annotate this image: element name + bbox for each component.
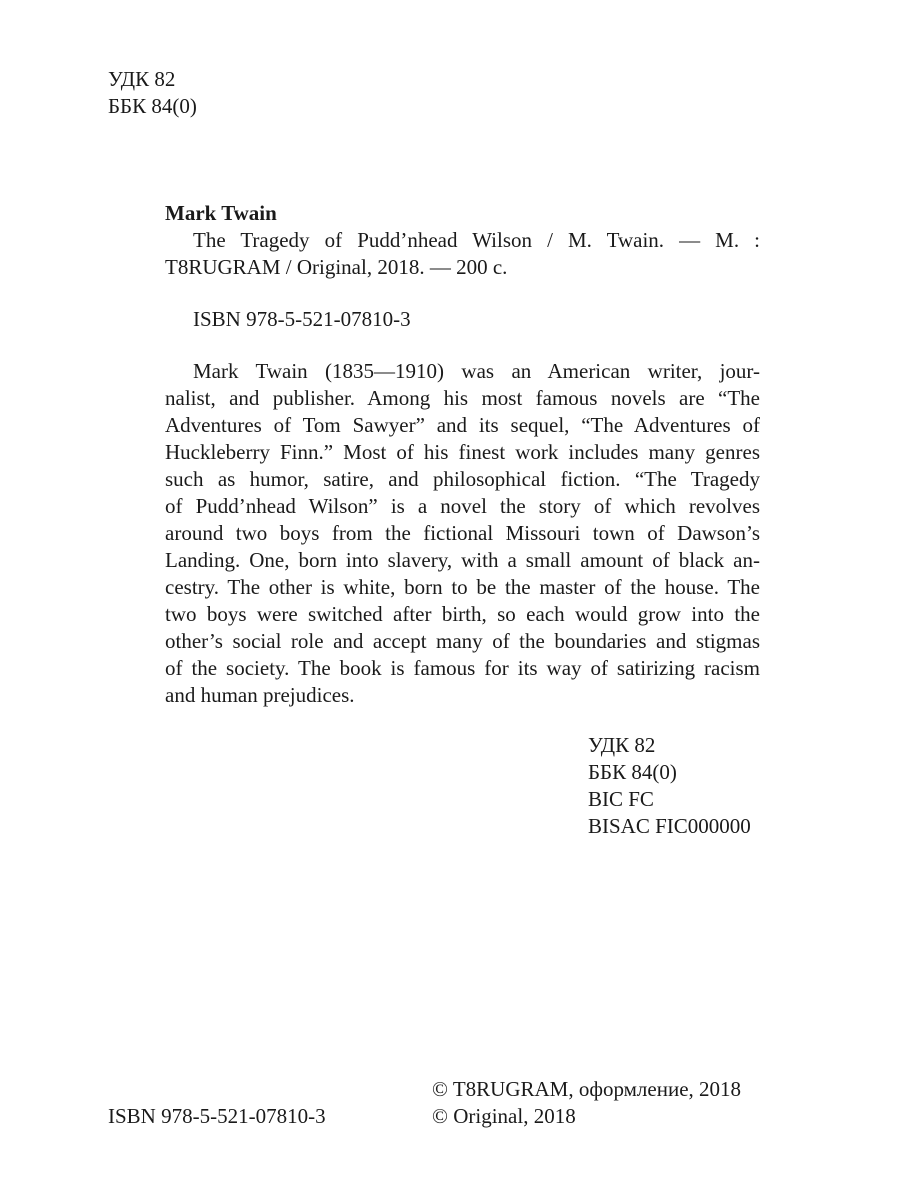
isbn-entry: ISBN 978-5-521-07810-3 bbox=[193, 307, 411, 331]
annotation-line: two boys were switched after birth, so each would grow into the bbox=[165, 602, 760, 626]
annotation-line: other’s social role and accept many of the boundaries and stigmas bbox=[165, 629, 760, 653]
annotation-line: cestry. The other is white, born to be the master of the house. The bbox=[165, 575, 760, 599]
annotation-line: Mark Twain (1835—1910) was an American writer, jour- bbox=[193, 359, 760, 383]
bibliographic-entry bbox=[165, 200, 760, 281]
annotation-line: Huckleberry Finn.” Most of his finest work includes many genres bbox=[165, 440, 760, 464]
copyright-publisher: © T8RUGRAM, оформление, 2018 bbox=[432, 1077, 742, 1101]
udk-code: УДК 82 bbox=[588, 733, 656, 757]
title-line-1: The Tragedy of Pudd’nhead Wilson / M. Twain. — M. : bbox=[193, 228, 760, 252]
top-classification-codes bbox=[108, 66, 197, 120]
annotation-line: of the society. The book is famous for its way of satirizing racism bbox=[165, 656, 760, 680]
annotation-paragraph bbox=[165, 358, 760, 709]
annotation-line: and human prejudices. bbox=[165, 683, 355, 707]
udk-code: УДК 82 bbox=[108, 67, 176, 91]
annotation-line: Landing. One, born into slavery, with a small amount of black an- bbox=[165, 548, 760, 572]
author-name: Mark Twain bbox=[165, 201, 277, 225]
bic-code: BIC FC bbox=[588, 787, 654, 811]
annotation-line: nalist, and publisher. Among his most famous novels are “The bbox=[165, 386, 760, 410]
copyright-notices bbox=[432, 1076, 741, 1130]
bbk-code: ББК 84(0) bbox=[588, 760, 677, 784]
annotation-line: Adventures of Tom Sawyer” and its sequel, “The Adventures of bbox=[165, 413, 760, 437]
annotation-line: of Pudd’nhead Wilson” is a novel the story of which revolves bbox=[165, 494, 760, 518]
annotation-line: such as humor, satire, and philosophical fiction. “The Tragedy bbox=[165, 467, 760, 491]
title-line-2: T8RUGRAM / Original, 2018. — 200 c. bbox=[165, 255, 508, 279]
copyright-original: © Original, 2018 bbox=[432, 1104, 576, 1128]
annotation-line: around two boys from the fictional Missouri town of Dawson’s bbox=[165, 521, 760, 545]
bisac-code: BISAC FIC000000 bbox=[588, 814, 751, 838]
classification-codes bbox=[588, 732, 751, 840]
bbk-code: ББК 84(0) bbox=[108, 94, 197, 118]
footer-isbn: ISBN 978-5-521-07810-3 bbox=[108, 1104, 326, 1128]
